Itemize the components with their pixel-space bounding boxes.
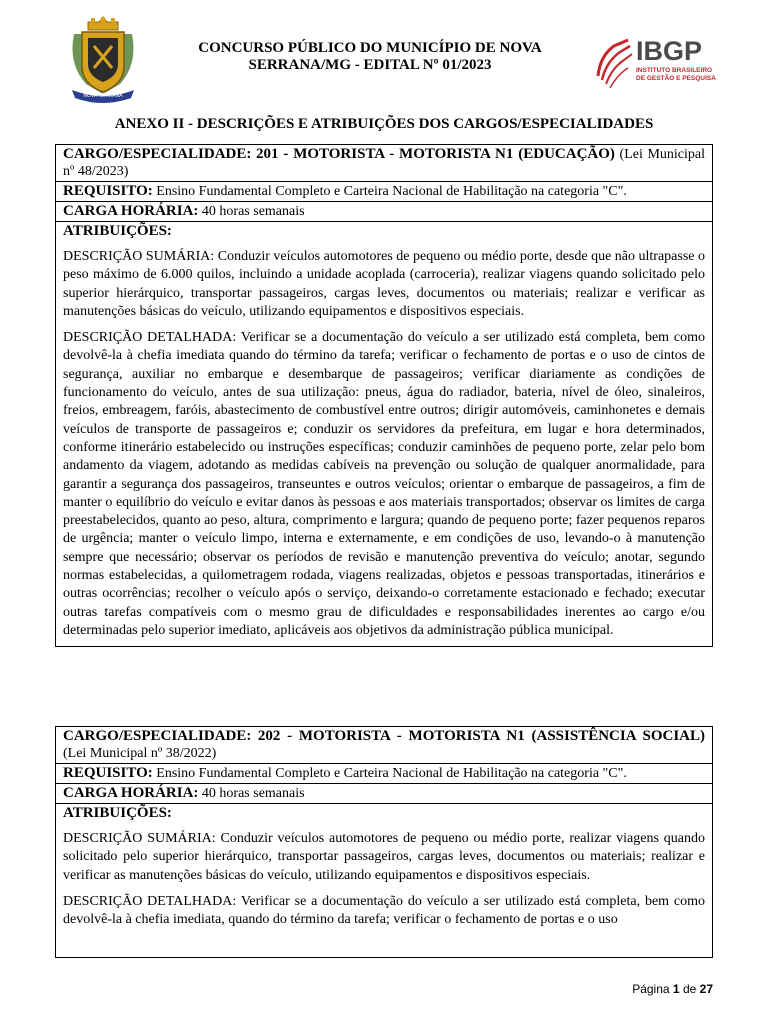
- page-word: Página: [632, 982, 670, 996]
- descricao-sumaria: DESCRIÇÃO SUMÁRIA: Conduzir veículos automotores de pequeno ou médio porte, desde que não ultrapasse o peso máximo de 6.000 quilos, incluindo a unidade acoplada (carroceria), realizar viagens quando solicitado pelo superior hierárquico, transportar passageiros, cargas leves, documentos ou materiais; realizar e verificar as manutenções básicas do veículo, utilizando equipamentos e dispositivos especiais.: [63, 249, 705, 319]
- cargo-name: 202 - MOTORISTA - MOTORISTA N1 (ASSISTÊNCIA SOCIAL): [257, 728, 705, 744]
- page-of: de: [682, 982, 697, 996]
- requisito-label: REQUISITO:: [63, 183, 153, 199]
- cargo-name: 201 - MOTORISTA - MOTORISTA N1 (EDUCAÇÃO): [255, 146, 615, 162]
- atribuicoes-label: ATRIBUIÇÕES:: [63, 805, 172, 821]
- descricao-detalhada: DESCRIÇÃO DETALHADA: Verificar se a documentação do veículo a ser utilizado está completa, bem como devolvê-la à chefia imediata quando do término da tarefa; verificar o fechamento de portas e o uso de cintos de segurança, auxiliar no embarque e desembarque de passageiros; verificar diariamente as condições de funcionamento do veículo, antes de sua utilização: pneus, água do radiador, bateria, nível de óleo, sinaleiros, freios, embreagem, faróis, abastecimento de combustível entre outros; dirigir automóveis, caminhonetes e demais veículos de transporte de passageiros e; conduzir os servidores da prefeitura, em lugar e hora determinados, conforme itinerário estabelecido ou instruções específicas; conduzir caminhões de pequeno porte, zelar pelo bom andamento da viagem, adotando as medidas cabíveis na prevenção ou solução de qualquer anormalidade, para garantir a segurança dos passageiros, transeuntes e outros veículos; orientar o embarque de passageiros, a fim de manter o equilíbrio do veículo e evitar danos às pessoas e aos materiais transportados; observar os limites de carga preestabelecidos, quanto ao peso, altura, comprimento e largura; quando de pequeno porte; fazer pequenos reparos de urgência; manter o veículo limpo, interna e externamente, e em condições de uso, levando-o à manutenção sempre que necessário; observar os períodos de revisão e manutenção preventiva do veículo; anotar, segundo normas estabelecidas, a quilometragem rodada, viagens realizadas, objetos e pessoas transportadas, itinerários e outras ocorrências; recolher o veículo após o serviço, deixando-o corretamente estacionado e fechado; executar outras tarefas compatíveis com o mesmo grau de dificuldades e responsabilidades inerentes ao cargo e/ou determinadas pelo superior imediato, aplicáveis aos objetivos da administração pública municipal.: [63, 330, 705, 638]
- requisito-text: Ensino Fundamental Completo e Carteira Nacional de Habilitação na categoria "C".: [156, 766, 627, 781]
- carga-horaria-label: CARGA HORÁRIA:: [63, 203, 199, 219]
- job-table-201: [55, 144, 713, 647]
- page-number: [632, 982, 713, 996]
- cargo-row: [56, 145, 712, 182]
- contest-title: [150, 40, 590, 74]
- svg-text:NOVA SERRANA: NOVA SERRANA: [83, 93, 123, 99]
- job-table-202: [55, 726, 713, 958]
- carga-horaria-text: 40 horas semanais: [201, 204, 305, 219]
- ibgp-logo-subtitle: [636, 67, 716, 83]
- descricao-sumaria: DESCRIÇÃO SUMÁRIA: Conduzir veículos automotores de pequeno ou médio porte, realizar viagens quando solicitado pelo superior hierárquico, transportar passageiros, cargas leves, documentos ou materiais; realizar e verificar as manutenções básicas do veículo, utilizando equipamentos e dispositivos especiais.: [63, 831, 705, 883]
- carga-horaria-label: CARGA HORÁRIA:: [63, 785, 199, 801]
- page-current: 1: [672, 982, 680, 996]
- ibgp-logo-text: IBGP: [636, 36, 703, 66]
- logo-subtitle-line-2: DE GESTÃO E PESQUISA: [636, 75, 716, 82]
- atribuicoes-row: [56, 804, 712, 935]
- municipal-crest-icon: [66, 14, 140, 106]
- cargo-law: (Lei Municipal nº 48/2023): [63, 147, 706, 179]
- requisito-text: Ensino Fundamental Completo e Carteira Nacional de Habilitação na categoria "C".: [156, 184, 627, 199]
- cargo-label: CARGO/ESPECIALIDADE:: [63, 728, 252, 744]
- descricao-detalhada: DESCRIÇÃO DETALHADA: Verificar se a documentação do veículo a ser utilizado está completa, bem como devolvê-la à chefia imediata, quando do término da tarefa; verificar o fechamento de portas e o uso: [63, 893, 705, 928]
- requisito-label: REQUISITO:: [63, 765, 153, 781]
- carga-horaria-row: [56, 784, 712, 804]
- contest-title-line-1: CONCURSO PÚBLICO DO MUNICÍPIO DE NOVA: [198, 40, 542, 56]
- cargo-label: CARGO/ESPECIALIDADE:: [63, 146, 252, 162]
- requisito-row: [56, 764, 712, 784]
- contest-title-line-2: SERRANA/MG - EDITAL Nº 01/2023: [248, 57, 492, 73]
- carga-horaria-row: [56, 202, 712, 222]
- page-total: 27: [699, 982, 713, 996]
- cargo-row: [56, 727, 712, 764]
- cargo-law: (Lei Municipal nº 38/2022): [63, 746, 217, 761]
- requisito-row: [56, 182, 712, 202]
- annex-title: ANEXO II - DESCRIÇÕES E ATRIBUIÇÕES DOS CARGOS/ESPECIALIDADES: [114, 116, 654, 132]
- carga-horaria-text: 40 horas semanais: [201, 786, 305, 801]
- atribuicoes-label: ATRIBUIÇÕES:: [63, 223, 172, 239]
- logo-subtitle-line-1: INSTITUTO BRASILEIRO: [636, 67, 713, 74]
- atribuicoes-row: [56, 222, 712, 646]
